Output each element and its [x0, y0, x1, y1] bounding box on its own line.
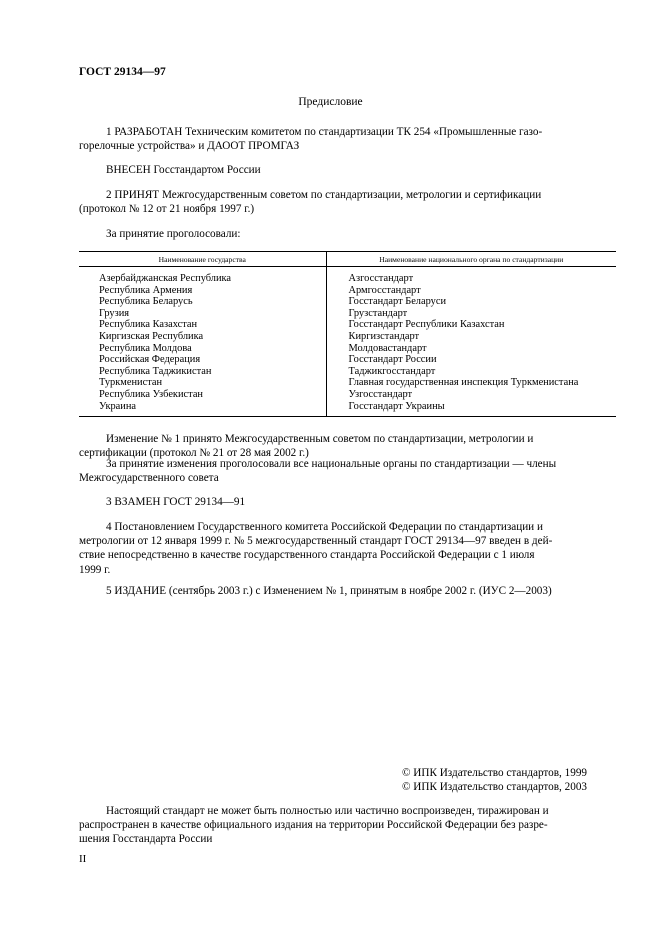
states-column	[79, 267, 326, 417]
copyright-line: © ИПК Издательство стандартов, 1999	[402, 767, 588, 779]
table-cell-state: Киргизская Республика	[99, 330, 204, 342]
bodies-column	[326, 267, 616, 417]
table-cell-state: Азербайджанская Республика	[99, 273, 232, 284]
paragraph-introduced	[79, 163, 615, 177]
table-header-body: Наименование национального органа по стандартизации	[326, 252, 616, 267]
text-line: 1 РАЗРАБОТАН Техническим комитетом по стандартизации ТК 254 «Промышленные газо-	[106, 126, 543, 138]
table-cell-state: Республика Молдова	[99, 342, 192, 354]
text-line: 2 ПРИНЯТ Межгосударственным советом по стандартизации, метрологии и сертификации	[106, 189, 542, 201]
table-cell-body: Главная государственная инспекция Туркменистана	[348, 377, 579, 389]
paragraph-resolution	[79, 520, 615, 577]
paragraph-replaced	[79, 495, 615, 509]
table-cell-state: Грузия	[99, 307, 130, 319]
text-line: (протокол № 12 от 21 ноября 1997 г.)	[79, 203, 255, 216]
reproduction-notice	[79, 804, 615, 847]
table-cell-state: Украина	[99, 400, 137, 412]
text-line: 3 ВЗАМЕН ГОСТ 29134—91	[106, 496, 246, 508]
paragraph-developed	[79, 125, 615, 153]
table-cell-body: Госстандарт Республики Казахстан	[348, 319, 505, 331]
voting-states-table	[79, 251, 616, 417]
document-header: ГОСТ 29134—97	[79, 66, 166, 78]
table-cell-body: Молдовастандарт	[348, 342, 427, 354]
text-line: 5 ИЗДАНИЕ (сентябрь 2003 г.) с Изменением № 1, принятым в ноябре 2002 г. (ИУС 2—2003)	[106, 585, 552, 597]
text-line: 4 Постановлением Государственного комитета Российской Федерации по стандартизации и	[106, 521, 543, 533]
page-number: II	[79, 853, 87, 865]
table-cell-body: Армгосстандарт	[348, 284, 421, 296]
table-header-state: Наименование государства	[79, 252, 326, 267]
table-cell-state: Республика Беларусь	[99, 296, 193, 308]
paragraph-adopted	[79, 188, 615, 216]
table-cell-body: Госстандарт России	[348, 354, 437, 366]
table-cell-state: Республика Таджикистан	[99, 365, 212, 377]
paragraph-edition	[79, 584, 615, 598]
text-line: За принятие изменения проголосовали все национальные органы по стандартизации — члены	[106, 458, 557, 470]
table-cell-body: Узгосстандарт	[348, 388, 413, 400]
text-line: 1999 г.	[79, 563, 111, 576]
text-line: шения Госстандарта России	[79, 833, 213, 846]
text-line: ствие непосредственно в качестве государственного стандарта Российской Федерации с 1 июля	[79, 549, 535, 562]
text-line: ВНЕСЕН Госстандартом России	[106, 164, 261, 176]
table-cell-state: Республика Армения	[99, 284, 193, 296]
table-cell-body: Киргизстандарт	[348, 330, 420, 342]
table-cell-body: Азгосстандарт	[348, 273, 414, 284]
text-line: метрологии от 12 января 1999 г. № 5 межгосударственный стандарт ГОСТ 29134—97 введен в дей-	[79, 535, 553, 548]
section-title: Предисловие	[298, 96, 363, 108]
copyright-block	[402, 766, 616, 794]
paragraph-voted	[79, 227, 615, 241]
table-cell-state: Республика Казахстан	[99, 319, 198, 331]
copyright-line: © ИПК Издательство стандартов, 2003	[402, 781, 588, 794]
table-cell-state: Республика Узбекистан	[99, 388, 203, 400]
text-line: Изменение № 1 принято Межгосударственным советом по стандартизации, метрологии и	[106, 433, 534, 445]
text-line: Настоящий стандарт не может быть полностью или частично воспроизведен, тиражирован и	[106, 805, 549, 817]
text-line: горелочные устройства» и ДАООТ ПРОМГАЗ	[79, 140, 300, 153]
text-line: распространен в качестве официального издания на территории Российской Федерации без разре-	[79, 819, 548, 832]
paragraph-amendment-vote	[79, 457, 615, 485]
text-line: Межгосударственного совета	[79, 472, 219, 485]
text-line: сертификации (протокол № 21 от 28 мая 2002 г.)	[79, 447, 309, 460]
table-cell-state: Российская Федерация	[99, 354, 201, 366]
table-cell-state: Туркменистан	[99, 377, 163, 389]
table-cell-body: Грузстандарт	[348, 307, 408, 319]
table-cell-body: Госстандарт Беларуси	[348, 296, 447, 308]
table-cell-body: Таджикгосстандарт	[348, 365, 436, 377]
text-line: За принятие проголосовали:	[106, 228, 241, 240]
table-cell-body: Госстандарт Украины	[348, 400, 445, 412]
